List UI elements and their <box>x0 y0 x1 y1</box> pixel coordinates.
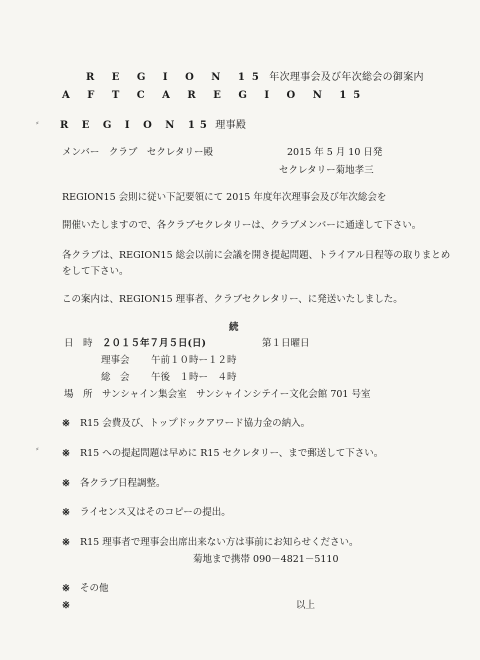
title-region: R E G I O N 15 <box>86 72 266 83</box>
document-title <box>86 72 424 84</box>
issue-date: 2015 年 5 月 10 日発 <box>287 147 383 158</box>
note-text: R15 会費及び、トップドックアワード協力金の納入。 <box>79 418 311 429</box>
note-mark: ※ <box>62 448 70 459</box>
note-text: ライセンス又はそのコピーの提出。 <box>79 507 231 518</box>
addressee-title: 理事殿 <box>215 120 247 131</box>
general-label: 総 会 <box>101 372 130 383</box>
board-label: 理事会 <box>101 355 130 366</box>
note-text: 各クラブ日程調整。 <box>79 478 166 489</box>
closing: 以上 <box>296 600 316 611</box>
note-mark: ※ <box>62 418 70 429</box>
board-time: 午前１０時ー１２時 <box>151 355 237 366</box>
note-blank <box>62 600 80 612</box>
note-2 <box>62 448 383 460</box>
note-mark: ※ <box>62 583 70 594</box>
note-text: R15 理事者で理事会出席出来ない方は事前にお知らせください。 <box>79 537 359 548</box>
note-mark: ※ <box>62 600 70 611</box>
recipients: メンバー クラブ セクレタリー殿 <box>62 147 213 158</box>
addressee <box>60 120 246 132</box>
note-text: その他 <box>79 583 109 594</box>
note-mark: ※ <box>62 478 70 489</box>
note-3 <box>62 478 165 490</box>
paragraph-1-line-1: REGION15 会則に従い下記要領にて 2015 年度年次理事会及び年次総会を <box>62 192 387 203</box>
note-1 <box>62 418 310 430</box>
day-note: 第１日曜日 <box>262 338 310 349</box>
note-other <box>62 583 108 595</box>
title-text: 年次理事会及び年次総会の御案内 <box>269 72 424 83</box>
note-4 <box>62 507 231 519</box>
place-label: 場 所 <box>64 389 93 400</box>
sender: セクレタリー菊地孝三 <box>279 165 374 176</box>
paragraph-3: この案内は、REGION15 理事者、クラブセクレタリー、に発送いたしました。 <box>62 294 403 305</box>
note-text: R15 への提起問題は早めに R15 セクレタリー、まで郵送して下さい。 <box>79 448 384 459</box>
paragraph-1-line-2: 開催いたしますので、各クラブセクレタリーは、クラブメンバーに通達して下さい。 <box>62 220 422 231</box>
general-time: 午後 １時ー ４時 <box>151 372 237 383</box>
paragraph-2-line-2: をして下さい。 <box>62 266 129 277</box>
note-5 <box>62 537 358 549</box>
addressee-region: R E G I O N 15 <box>60 120 212 131</box>
document-subtitle: A F T C A R E G I O N 15 <box>62 90 368 101</box>
note-mark: ※ <box>62 507 70 518</box>
scan-smudge: ⸗ <box>36 444 39 453</box>
date-label: 日 時 <box>64 338 93 349</box>
paragraph-2-line-1: 各クラブは、REGION15 総会以前に会議を開き提起問題、トライアル日程等の取りまとめ <box>62 250 451 261</box>
scan-smudge: ⸗ <box>36 118 39 127</box>
section-heading: 続 <box>229 322 239 333</box>
contact-info: 菊地まで携帯 090－4821－5110 <box>193 554 339 565</box>
place-value: サンシャイン集会室 サンシャインシテイー文化会館 701 号室 <box>102 389 371 400</box>
event-date: ２０１５年７月５日(日) <box>102 338 206 349</box>
note-mark: ※ <box>62 537 70 548</box>
